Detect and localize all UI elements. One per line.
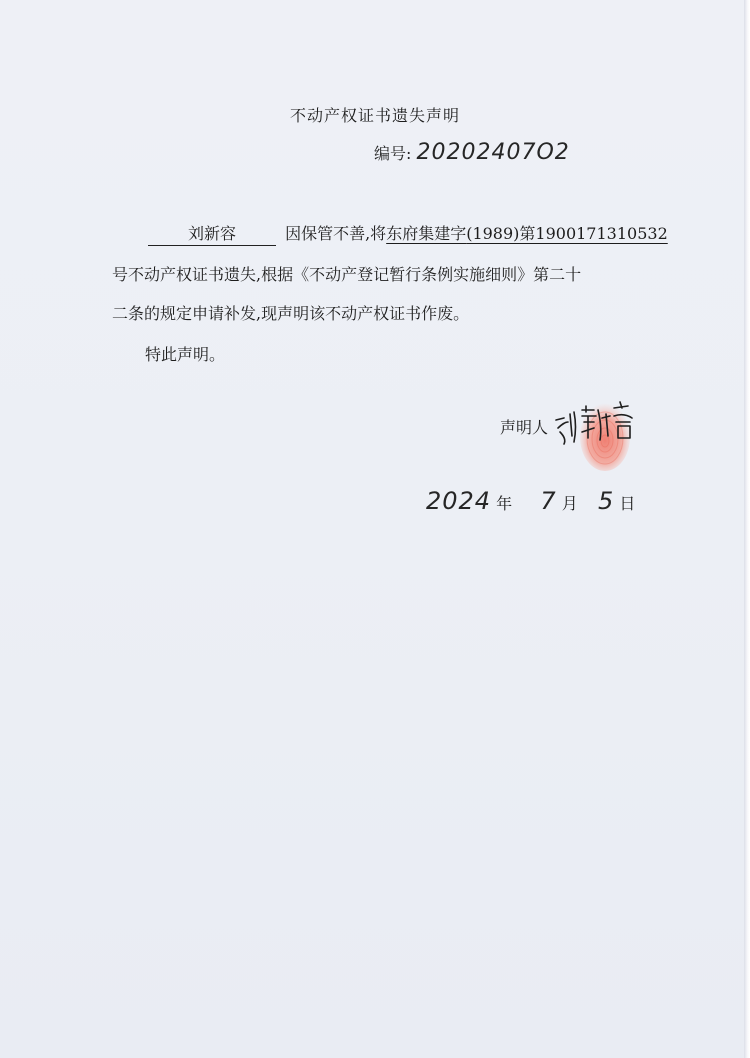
statement-text-1: 因保管不善,将: [285, 224, 387, 243]
date-day: 5: [597, 487, 615, 515]
statement-line-3: 二条的规定申请补发,现声明该不动产权证书作废。: [112, 304, 470, 323]
date-month: 7: [540, 487, 557, 515]
signer-label: 声明人: [500, 418, 549, 437]
serial-number: [374, 140, 570, 165]
serial-label: 编号:: [374, 144, 412, 163]
serial-value: 20202407O2: [416, 140, 570, 165]
certificate-issuer: 东府集建字: [386, 224, 467, 243]
declarant-name: 刘新容: [148, 221, 276, 246]
year-char: 年: [496, 494, 513, 513]
certificate-number: (1989)第1900171310532: [466, 224, 668, 243]
declaration-date: [426, 487, 635, 515]
page-edge: [744, 0, 750, 1058]
month-char: 月: [561, 494, 578, 513]
closing-statement: 特此声明。: [145, 345, 226, 364]
document-title: 不动产权证书遗失声明: [289, 106, 460, 125]
handwritten-signature: [550, 392, 650, 452]
statement-line-1: [110, 221, 668, 246]
date-year: 2024: [426, 487, 492, 515]
statement-line-2: 号不动产权证书遗失,根据《不动产登记暂行条例实施细则》第二十: [112, 265, 582, 284]
day-char: 日: [619, 494, 636, 513]
